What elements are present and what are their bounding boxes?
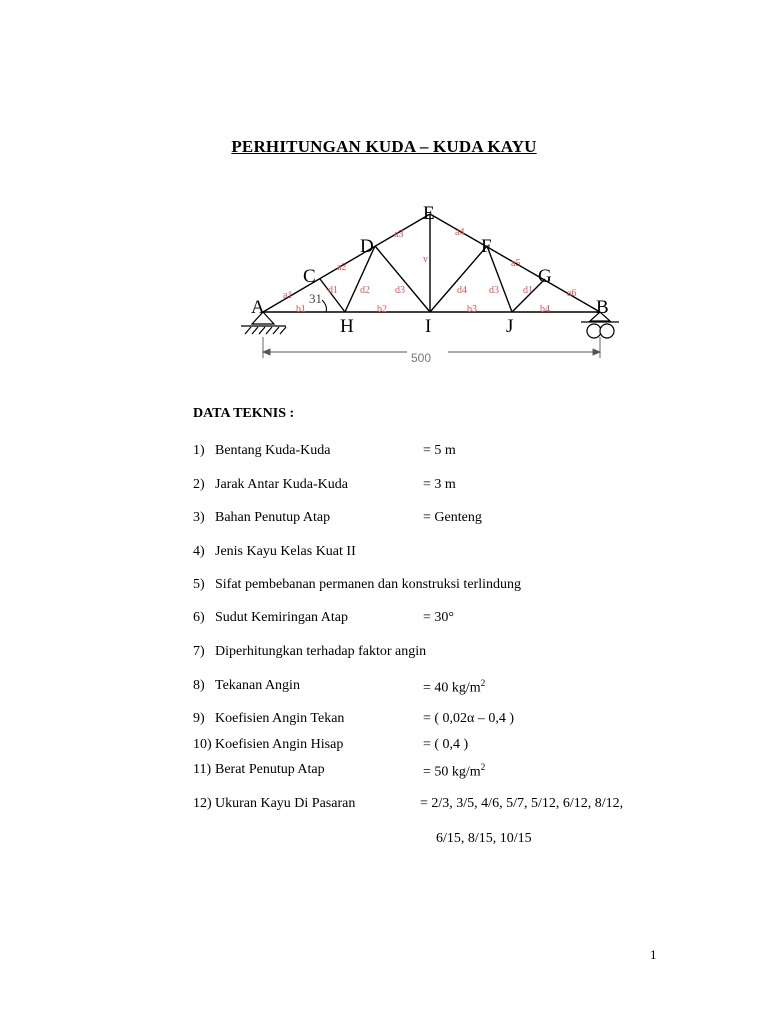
- item-number: 5): [193, 577, 205, 592]
- member-label-d3-left: d3: [395, 285, 405, 296]
- item-value: = 3 m: [423, 477, 456, 492]
- diagonal-f-i: [430, 246, 487, 312]
- item-label: Tekanan Angin: [215, 678, 300, 693]
- item-value: = 2/3, 3/5, 4/6, 5/7, 5/12, 6/12, 8/12,: [420, 796, 624, 811]
- node-label-f: F: [481, 236, 492, 257]
- member-label-d1-right: d1: [523, 285, 533, 296]
- member-label-v: v: [423, 254, 428, 265]
- span-label: 500: [410, 351, 432, 365]
- member-label-a5: a5: [511, 258, 521, 269]
- item-value-text: = 40 kg/m: [423, 680, 481, 696]
- item-label: Koefisien Angin Tekan: [215, 711, 345, 726]
- node-label-c: C: [303, 266, 316, 287]
- member-label-d2: d2: [360, 285, 370, 296]
- item-label: Ukuran Kayu Di Pasaran: [215, 796, 356, 811]
- member-label-d3-right: d3: [489, 285, 499, 296]
- item-number: 1): [193, 443, 205, 458]
- item-number: 4): [193, 544, 205, 559]
- item-number: 9): [193, 711, 205, 726]
- node-label-a: A: [251, 297, 265, 318]
- section-title: DATA TEKNIS :: [193, 406, 295, 421]
- item-label: Koefisien Angin Hisap: [215, 737, 344, 752]
- item-label: Jarak Antar Kuda-Kuda: [215, 477, 348, 492]
- item-number: 10): [193, 737, 212, 752]
- item-label: Berat Penutup Atap: [215, 762, 325, 777]
- item-value: = 5 m: [423, 443, 456, 458]
- roof-truss-diagram: [0, 0, 768, 380]
- item-value-text: = 50 kg/m: [423, 764, 481, 780]
- angle-arc: [322, 300, 327, 312]
- item-value-continuation: 6/15, 8/15, 10/15: [436, 831, 532, 846]
- item-value: [423, 678, 485, 697]
- item-value: = Genteng: [423, 510, 482, 525]
- node-label-h: H: [340, 316, 354, 337]
- superscript: 2: [480, 762, 486, 772]
- item-number: 6): [193, 610, 205, 625]
- item-value: [423, 762, 485, 781]
- superscript: 2: [480, 678, 486, 688]
- item-label: Diperhitungkan terhadap faktor angin: [215, 644, 427, 659]
- member-label-a6: a6: [567, 288, 577, 299]
- angle-label: 31: [309, 291, 322, 306]
- item-value: = ( 0,4 ): [423, 737, 469, 752]
- page-title: PERHITUNGAN KUDA – KUDA KAYU: [231, 137, 537, 156]
- span-dimension: [263, 337, 600, 358]
- item-value: = 30°: [423, 610, 454, 625]
- item-number: 2): [193, 477, 205, 492]
- node-label-j: J: [506, 316, 514, 337]
- member-label-b2: b2: [377, 304, 387, 315]
- member-label-a2: a2: [337, 262, 347, 273]
- member-label-b4: b4: [540, 304, 550, 315]
- node-label-b: B: [596, 297, 609, 318]
- member-label-d1-left: d1: [328, 285, 338, 296]
- member-label-b1: b1: [296, 304, 306, 315]
- item-label: Bentang Kuda-Kuda: [215, 443, 331, 458]
- item-number: 12): [193, 796, 212, 811]
- member-label-a3: a3: [394, 229, 404, 240]
- page-number: 1: [650, 947, 657, 962]
- item-value: = ( 0,02α – 0,4 ): [423, 711, 515, 726]
- diagonal-d-i: [375, 246, 430, 312]
- item-label: Sifat pembebanan permanen dan konstruksi terlindung: [215, 577, 521, 592]
- item-number: 11): [193, 762, 212, 777]
- member-label-d4: d4: [457, 285, 467, 296]
- item-number: 3): [193, 510, 205, 525]
- node-label-g: G: [538, 266, 552, 287]
- item-label: Sudut Kemiringan Atap: [215, 610, 348, 625]
- member-label-a4: a4: [455, 227, 465, 238]
- item-label: Jenis Kayu Kelas Kuat II: [215, 544, 356, 559]
- node-label-d: D: [360, 236, 374, 257]
- node-label-e: E: [423, 203, 435, 224]
- item-label: Bahan Penutup Atap: [215, 510, 331, 525]
- member-label-b3: b3: [467, 304, 477, 315]
- member-label-a1: a1: [283, 290, 293, 301]
- node-label-i: I: [425, 316, 432, 337]
- item-number: 8): [193, 678, 205, 693]
- item-number: 7): [193, 644, 205, 659]
